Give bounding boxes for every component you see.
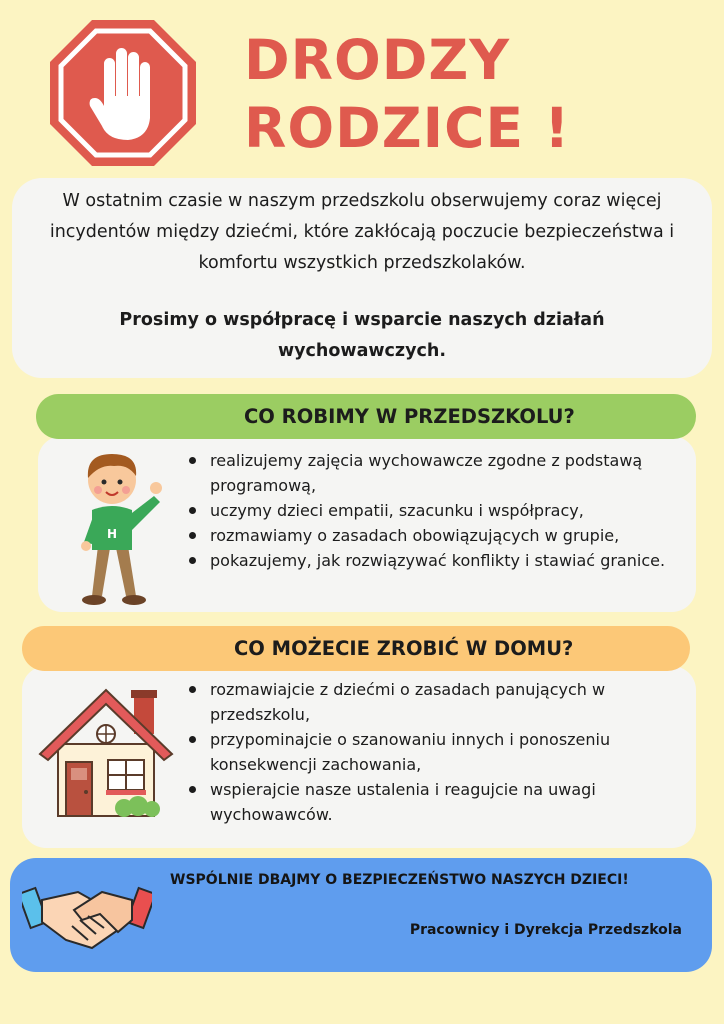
home-section-header [22, 626, 690, 671]
list-item: uczymy dzieci empatii, szacunku i współpracy, [186, 498, 674, 523]
title-line-1: DRODZY [244, 28, 511, 92]
footer-slogan: WSPÓLNIE DBAJMY O BEZPIECZEŃSTWO NASZYCH DZIECI! [170, 872, 629, 888]
list-item: rozmawiamy o zasadach obowiązujących w grupie, [186, 523, 674, 548]
svg-text:H: H [106, 527, 118, 541]
waving-boy-illustration [70, 446, 170, 612]
footer-signature: Pracownicy i Dyrekcja Przedszkola [409, 922, 682, 938]
intro-card [12, 178, 712, 378]
home-actions-list [186, 677, 666, 827]
school-section-header [36, 394, 696, 439]
house-illustration [34, 684, 174, 824]
home-section-heading: CO MOŻECIE ZROBIĆ W DOMU? [234, 637, 574, 660]
stop-hand-icon [48, 18, 198, 168]
list-item: wspierajcie nasze ustalenia i reagujcie na uwagi wychowawców. [186, 777, 666, 827]
list-item: przypominajcie o szanowaniu innych i ponoszeniu konsekwencji zachowania, [186, 727, 666, 777]
school-actions-list [186, 448, 674, 573]
intro-appeal: Prosimy o współpracę i wsparcie naszych działań wychowawczych. [119, 310, 605, 361]
list-item: realizujemy zajęcia wychowawcze zgodne z podstawą programową, [186, 448, 674, 498]
page-title [244, 26, 570, 162]
title-line-2: RODZICE ! [244, 96, 571, 160]
handshake-icon [22, 870, 152, 956]
list-item: rozmawiajcie z dziećmi o zasadach panujących w przedszkolu, [186, 677, 666, 727]
school-section-heading: CO ROBIMY W PRZEDSZKOLU? [244, 405, 575, 428]
list-item: pokazujemy, jak rozwiązywać konflikty i stawiać granice. [186, 548, 674, 573]
intro-paragraph: W ostatnim czasie w naszym przedszkolu obserwujemy coraz więcej incydentów między dziećmi, które zakłócają poczucie bezpieczeństwa i komfortu wszystkich przedszkolaków. [49, 191, 675, 273]
